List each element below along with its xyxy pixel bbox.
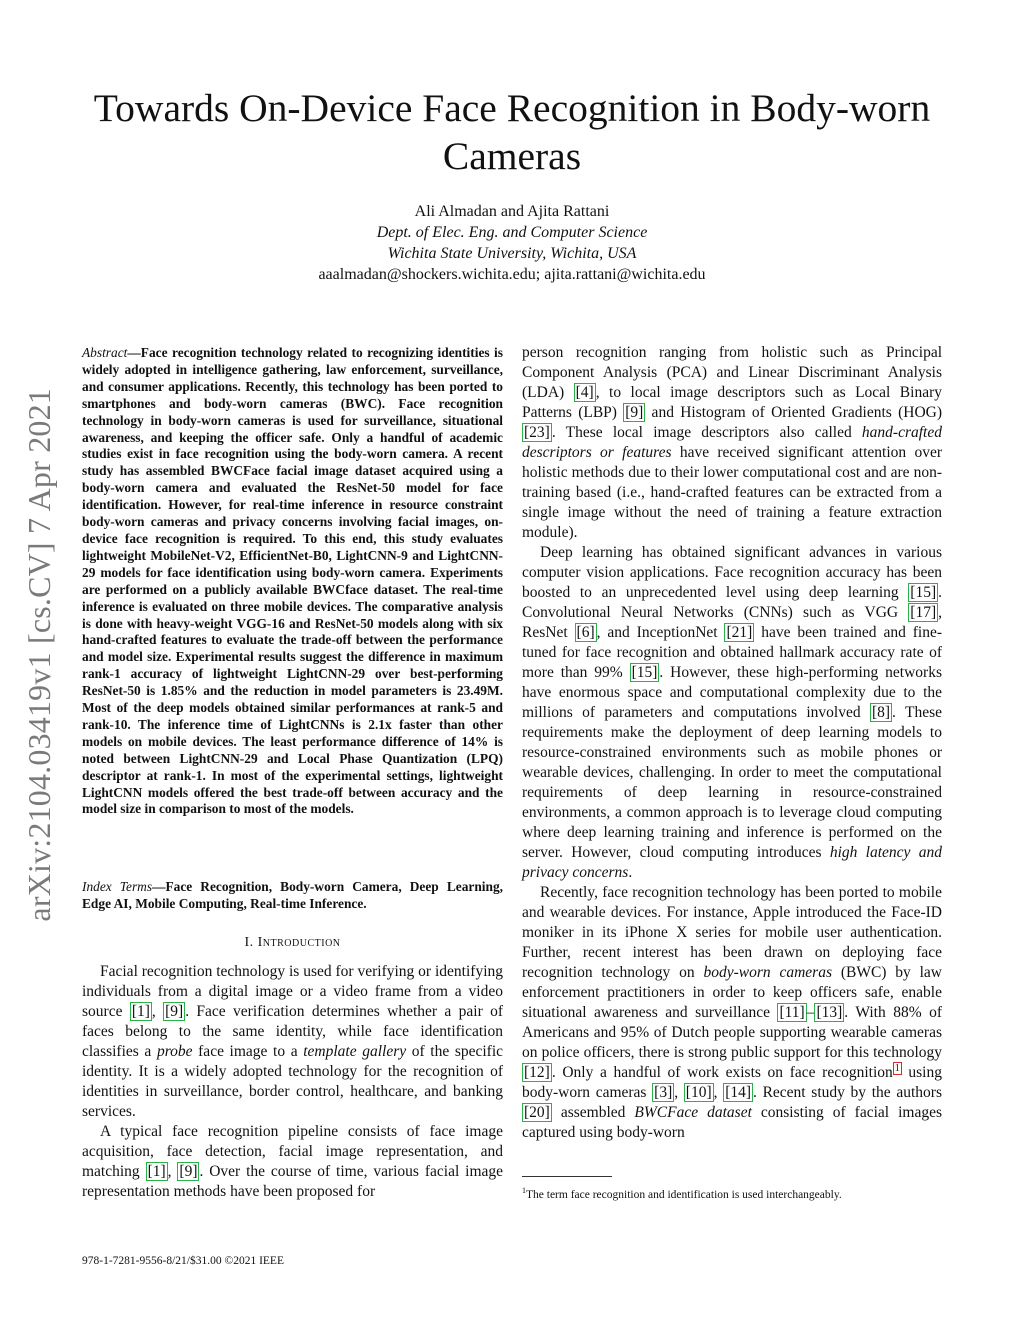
index-terms-text: —Face Recognition, Body-worn Camera, Deep Learning, Edge AI, Mobile Computing, Real-time Inference. (82, 879, 503, 911)
citation-link[interactable]: [4] (575, 384, 594, 401)
citation-link[interactable]: [10] (685, 1084, 712, 1101)
text-run: Deep learning has obtained significant advances in various computer vision applications. Face recognition accuracy has been boosted to an unprecedented level using deep learning (522, 544, 942, 601)
footnote-marker[interactable]: 1 (894, 1062, 900, 1074)
text-run: . Convolutional Neural Networks (CNNs) such as VGG (522, 584, 942, 621)
right-column-body (522, 343, 942, 1143)
left-column-body (82, 962, 503, 1202)
text-run: face image to a (192, 1043, 304, 1060)
text-run: , and InceptionNet (596, 624, 725, 641)
text-run: . Face verification determines whether a pair of faces belong to the same identity, while face identification classifies a (82, 1003, 504, 1060)
text-run: have received significant attention over holistic methods due to their lower computational cost and are non-training based (i.e., hand-crafted features can be extracted from a single image without the need of training a feature extraction module). (522, 444, 942, 541)
citation-link[interactable]: [11] (779, 1004, 805, 1021)
paragraph (82, 962, 503, 1122)
arxiv-stamp (18, 365, 60, 945)
abstract (82, 345, 503, 818)
footnote-number: 1 (522, 1186, 526, 1195)
text-run: – (806, 1004, 815, 1021)
text-run: , (167, 1163, 178, 1180)
italic-term: BWCFace dataset (634, 1104, 752, 1121)
footnote-divider (522, 1176, 612, 1177)
author-dept: Dept. of Elec. Eng. and Computer Science (376, 224, 648, 241)
text-run: A typical face recognition pipeline consists of face image acquisition, face detection, facial image representation, and matching (82, 1123, 503, 1180)
citation-link[interactable]: [6] (576, 624, 595, 641)
text-run: . Over the course of time, various facial image representation methods have been proposed for (82, 1163, 504, 1200)
text-run: (BWC) by law enforcement practitioners in order to keep officers safe, enable situational awareness and surveillance (522, 964, 942, 1021)
citation-link[interactable]: [8] (871, 704, 891, 721)
paper-title: Towards On-Device Face Recognition in Body-worn Cameras (93, 86, 931, 178)
citation-link[interactable]: [20] (524, 1104, 550, 1121)
text-run: . (628, 864, 633, 881)
citation-link[interactable]: [9] (165, 1003, 184, 1020)
text-run: Recently, face recognition technology has been ported to mobile and wearable devices. For instance, Apple introduced the Face-ID moniker in its iPhone X series for mobile user authentication. Further, recent interest has been drawn on deploying face recognition technology on (522, 884, 942, 981)
citation-link[interactable]: [1] (131, 1003, 150, 1020)
citation-link[interactable]: [9] (179, 1163, 198, 1180)
text-run: . These local image descriptors also called (551, 424, 862, 441)
text-run: . With 88% of Americans and 95% of Dutch people supporting wearable cameras on police officers, there is strong public support for this technology (522, 1004, 942, 1061)
citation-link[interactable]: [3] (654, 1084, 673, 1101)
citation-link[interactable]: [13] (816, 1004, 843, 1021)
text-run: using body-worn cameras (522, 1064, 942, 1101)
arxiv-id: arXiv:2104.03419v1 [cs.CV] 7 Apr 2021 (20, 388, 57, 922)
citation-link[interactable]: [17] (910, 604, 937, 621)
text-run: have been trained and fine-tuned for face recognition and obtained hallmark accuracy rate of more than 99% (522, 624, 942, 681)
section-title: Introduction (257, 935, 341, 950)
italic-term: template gallery (303, 1043, 407, 1060)
citation-link[interactable]: [21] (726, 624, 753, 641)
text-run: , to local image descriptors such as Local Binary Patterns (LBP) (522, 384, 942, 421)
text-run: . However, these high-performing networks have enormous space and computational complexity due to the millions of parameters and computations involved (522, 664, 942, 721)
paragraph (522, 343, 942, 543)
abstract-text: —Face recognition technology related to recognizing identities is widely adopted in intelligence gathering, law enforcement, surveillance, and consumer applications. Recently, this technology has been ported to smartphones and body-worn cameras (BWC). Face recognition technology in body-worn cameras is used for surveillance, situational awareness, and keeping the officer safe. Only a handful of academic studies exist in face recognition using the body-worn camera. A recent study has assembled BWCFace facial image dataset acquired using a body-worn camera and evaluated the ResNet-50 model for face identification. However, for real-time inference in resource constraint body-worn cameras and privacy concerns involving facial images, on-device face recognition is required. To this end, this study evaluates lightweight MobileNet-V2, EfficientNet-B0, LightCNN-9 and LightCNN-29 models for face identification using body-worn camera. Experiments are performed on a publicly available BWCface dataset. The real-time inference is evaluated on three mobile devices. The comparative analysis is done with heavy-weight VGG-16 and ResNet-50 models along with six hand-crafted features to evaluate the trade-off between the performance and model size. Experimental results suggest the difference in maximum rank-1 accuracy of lightweight LightCNN-29 over best-performing ResNet-50 is 1.85% and the reduction in model parameters is 23.49M. Most of the deep models obtained similar performances at rank-5 and rank-10. The inference time of LightCNNs is 2.1x faster than other models on mobile devices. The least performance difference of 14% is noted between LightCNN-29 and Local Phase Quantization (LPQ) descriptor at rank-1. In most of the experimental settings, lightweight LightCNN models offered the best trade-off between accuracy and the model size in comparison to most of the models. (82, 345, 503, 817)
author-university: Wichita State University, Wichita, USA (387, 245, 637, 262)
text-run: Facial recognition technology is used for verifying or identifying individuals from a digital image or a video frame from a video source (82, 963, 503, 1020)
author-names: Ali Almadan and Ajita Rattani (414, 203, 610, 220)
citation-link[interactable]: [23] (524, 424, 550, 441)
paragraph (522, 883, 942, 1143)
italic-term: body-worn cameras (703, 964, 832, 981)
footnote (522, 1186, 942, 1201)
italic-term: probe (156, 1043, 193, 1060)
italic-term: hand-crafted descriptors or features (522, 424, 942, 461)
section-number: I. (244, 935, 254, 950)
citation-link[interactable]: [12] (524, 1064, 550, 1081)
text-run: , ResNet (522, 604, 942, 641)
footnote-text: The term face recognition and identification is used interchangeably. (526, 1188, 842, 1201)
italic-term: high latency and privacy concerns (522, 844, 942, 881)
author-emails: aaalmadan@shockers.wichita.edu; ajita.rattani@wichita.edu (318, 266, 706, 283)
index-terms (82, 879, 503, 913)
paragraph (522, 543, 942, 883)
citation-link[interactable]: [9] (625, 404, 644, 421)
citation-link[interactable]: [1] (147, 1163, 166, 1180)
abstract-label: Abstract (82, 345, 128, 360)
citation-link[interactable]: [15] (910, 584, 937, 601)
text-run: . Recent study by the authors (753, 1084, 942, 1101)
text-run: . Only a handful of work exists on face recognition (551, 1064, 893, 1081)
text-run: and Histogram of Oriented Gradients (HOG) (645, 404, 942, 421)
citation-link[interactable]: [15] (631, 664, 658, 681)
text-run: , (713, 1084, 724, 1101)
section-heading (82, 935, 503, 951)
author-block (70, 201, 954, 285)
text-run: , (151, 1003, 164, 1020)
copyright-notice: 978-1-7281-9556-8/21/$31.00 ©2021 IEEE (82, 1255, 284, 1267)
text-run: person recognition ranging from holistic such as Principal Component Analysis (PCA) and Linear Discriminant Analysis (LDA) (522, 344, 942, 401)
text-run: . These requirements make the deployment of deep learning models to resource-constrained environments such as mobile phones or wearable devices, challenging. In order to meet the computational requirements of deep learning in resource-constrained environments, a common approach is to leverage cloud computing where deep learning training and inference is performed on the server. However, cloud computing introduces (522, 704, 943, 861)
text-run: consisting of facial images captured using body-worn (522, 1104, 942, 1141)
paragraph (82, 1122, 503, 1202)
text-run: assembled (551, 1104, 635, 1121)
text-run: of the specific identity. It is a widely adopted technology for the recognition of identities in surveillance, border control, healthcare, and banking services. (82, 1043, 504, 1120)
citation-link[interactable]: [14] (725, 1084, 752, 1101)
index-terms-label: Index Terms (82, 879, 153, 894)
text-run: , (674, 1084, 684, 1101)
